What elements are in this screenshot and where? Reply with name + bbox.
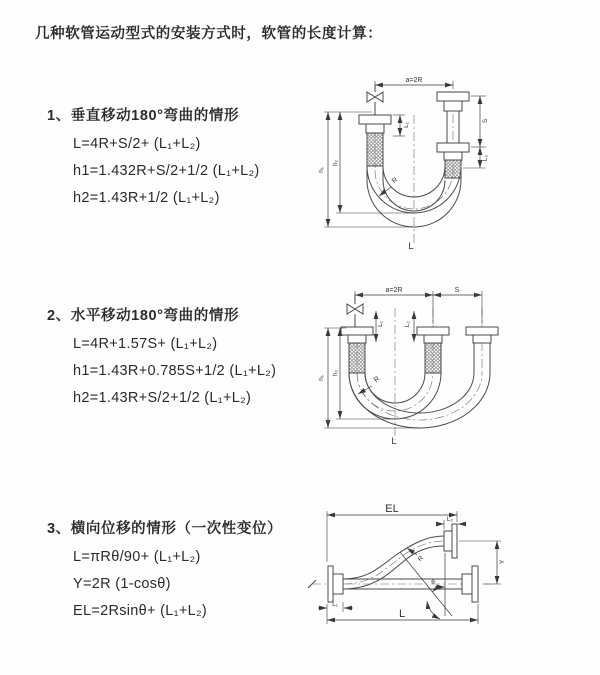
section-vertical-movement xyxy=(47,104,260,212)
section-2-heading: 2、水平移动180°弯曲的情形 xyxy=(47,308,240,324)
d3-label-l1: L₁ xyxy=(332,601,338,608)
d2-label-h1: h₁ xyxy=(318,375,325,381)
d2-label-s: S xyxy=(454,287,460,294)
d1-label-l: L xyxy=(408,241,414,252)
d3-label-y: Y xyxy=(499,559,506,565)
formula-h2: h2=1.43R+1/2 (L₁+L₂) xyxy=(73,190,220,206)
d2-dim-top xyxy=(355,291,482,324)
d1-label-l1: L₁ xyxy=(403,122,410,128)
section-3-heading: 3、横向位移的情形（一次性变位） xyxy=(47,521,283,537)
page-title: 几种软管运动型式的安装方式时，软管的长度计算： xyxy=(35,26,383,42)
d1-label-h2: h₂ xyxy=(332,159,339,167)
section-lateral-displacement xyxy=(47,517,282,625)
d2-label-r: R xyxy=(372,375,382,385)
formula-h1: h1=1.432R+S/2+1/2 (L₁+L₂) xyxy=(73,163,260,179)
d2-label-h2: h₂ xyxy=(332,369,339,377)
d3-label-el: EL xyxy=(385,503,399,515)
section-horizontal-movement xyxy=(47,304,276,412)
d2-left-fitting xyxy=(341,327,373,373)
d2-right-fitting xyxy=(466,327,498,343)
section-1-heading: 1、垂直移动180°弯曲的情形 xyxy=(47,108,240,124)
formula-length: L=πRθ/90+ (L₁+L₂) xyxy=(73,549,201,565)
d3-right-bottom-flange xyxy=(462,566,478,602)
d3-angle-theta xyxy=(400,552,452,619)
d1-radius-arrow xyxy=(379,187,391,196)
diagram-vertical-180-bend xyxy=(310,70,600,260)
diagram-lateral-displacement xyxy=(300,498,600,638)
formula-length: L=4R+S/2+ (L₁+L₂) xyxy=(73,136,201,152)
d3-label-r: R xyxy=(416,554,426,564)
formula-h2: h2=1.43R+S/2+1/2 (L₁+L₂) xyxy=(73,390,252,406)
d2-label-a2r: a=2R xyxy=(385,287,403,294)
formula-length: L=4R+1.57S+ (L₁+L₂) xyxy=(73,336,218,352)
formula-h1: h1=1.43R+0.785S+1/2 (L₁+L₂) xyxy=(73,363,277,379)
d3-right-upper-flange xyxy=(444,524,457,558)
formula-y: Y=2R (1-cosθ) xyxy=(73,576,171,592)
d2-label-l2: L₂ xyxy=(404,320,411,328)
diagram-horizontal-180-bend xyxy=(310,280,600,465)
d2-label-l1: L₁ xyxy=(377,321,384,327)
d3-left-flange xyxy=(328,566,343,602)
d1-label-s: S xyxy=(482,118,489,124)
d3-curved-hose xyxy=(343,536,444,589)
formula-el: EL=2Rsinθ+ (L₁+L₂) xyxy=(73,603,208,619)
d3-label-theta: θ xyxy=(431,579,435,586)
d1-label-l2: L₂ xyxy=(482,154,489,162)
d3-label-l2: L₂ xyxy=(446,516,454,523)
d2-hose xyxy=(349,343,490,428)
d1-label-h1: h₁ xyxy=(318,167,325,173)
d1-left-fitting xyxy=(359,115,391,166)
d3-label-l: L xyxy=(398,608,406,620)
d2-label-l: L xyxy=(391,436,397,447)
d1-label-a2r: a=2R xyxy=(405,77,423,84)
d2-middle-fitting xyxy=(417,327,449,373)
d1-label-r: R xyxy=(390,176,400,186)
